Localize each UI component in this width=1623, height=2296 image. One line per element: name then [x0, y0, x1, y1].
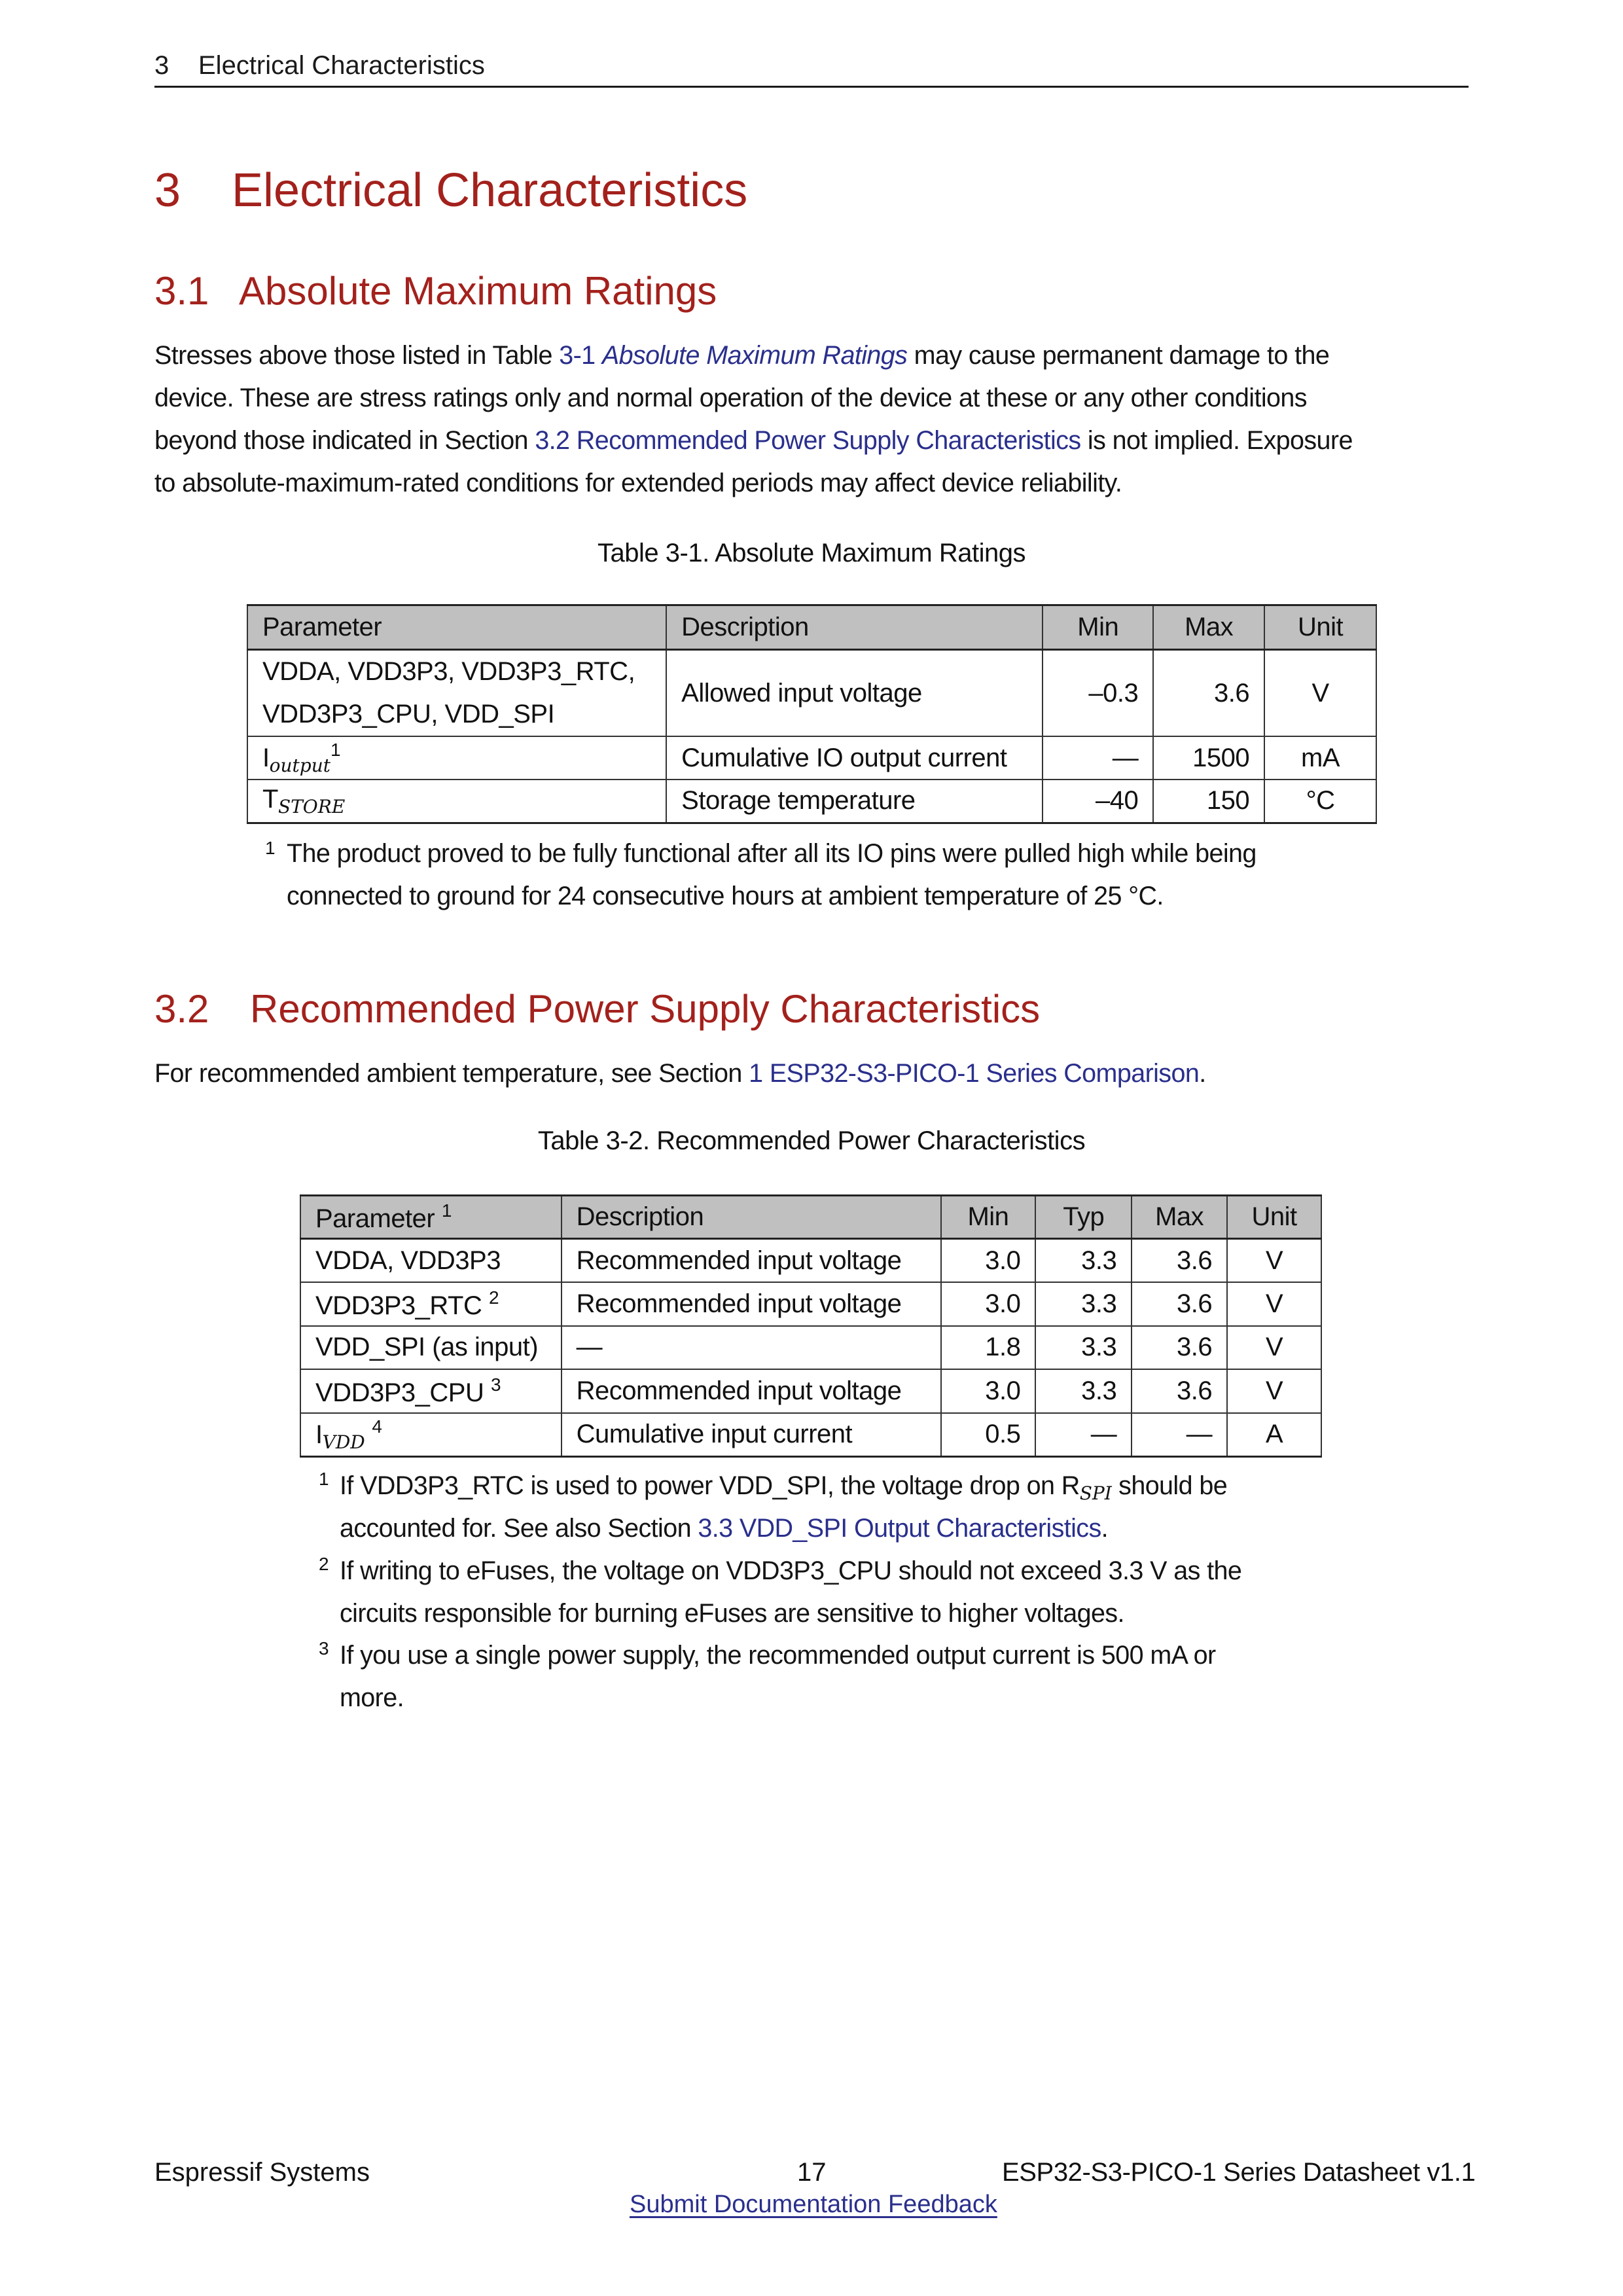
header-rule	[154, 86, 1469, 88]
cell-description: Cumulative input current	[562, 1413, 941, 1457]
footnote-3-line-1: If you use a single power supply, the recommended output current is 500 mA or	[340, 1641, 1216, 1670]
cell-max: 3.6	[1132, 1239, 1227, 1283]
table-3-2-caption: Table 3-2. Recommended Power Characteristics	[537, 1126, 1086, 1155]
text: Stresses above those listed in Table	[154, 341, 560, 370]
text: accounted for. See also Section	[340, 1514, 698, 1543]
cell-parameter	[247, 780, 666, 823]
cell-description: Recommended input voltage	[562, 1369, 941, 1413]
cell-max: 3.6	[1153, 650, 1264, 737]
footnote-2-line-2: circuits responsible for burning eFuses are sensitive to higher voltages.	[340, 1599, 1124, 1628]
paragraph-3-1-line-4: to absolute-maximum-rated conditions for extended periods may affect device reliability.	[154, 469, 1122, 497]
cell-min: 0.5	[941, 1413, 1036, 1457]
series-comparison-link[interactable]: 1 ESP32-S3-PICO-1 Series Comparison	[749, 1059, 1200, 1088]
param-subscript: STORE	[277, 795, 346, 817]
cell-parameter	[247, 736, 666, 780]
cell-max: 150	[1153, 780, 1264, 823]
table-3-1-caption: Table 3-1. Absolute Maximum Ratings	[597, 539, 1026, 567]
cell-unit: V	[1227, 1282, 1321, 1326]
cell-unit: V	[1227, 1239, 1321, 1283]
footnote-3-line-2: more.	[340, 1683, 404, 1712]
header-min: Min	[1043, 605, 1153, 650]
footnote-mark: 3	[319, 1638, 329, 1659]
footnote-ref: 4	[372, 1416, 382, 1437]
text: beyond those indicated in Section	[154, 426, 535, 455]
cell-min: –40	[1043, 780, 1153, 823]
cell-unit: mA	[1264, 736, 1376, 780]
param: VDD3P3_RTC	[315, 1291, 482, 1320]
paragraph-3-2	[154, 1059, 1206, 1088]
footnote-2-line-1: If writing to eFuses, the voltage on VDD3P3_CPU should not exceed 3.3 V as the	[340, 1556, 1242, 1585]
section-3-2-heading	[154, 986, 1040, 1031]
section-3-1-number: 3.1	[154, 269, 209, 313]
cell-typ: 3.3	[1035, 1369, 1132, 1413]
table-row	[247, 736, 1376, 780]
link-number: 3-1	[559, 341, 602, 370]
text: .	[1101, 1514, 1108, 1543]
cell-min: –0.3	[1043, 650, 1153, 737]
header-label: Parameter	[315, 1204, 435, 1233]
cell-unit: V	[1227, 1326, 1321, 1370]
paragraph-3-1-line-3	[154, 426, 1353, 456]
text: should be	[1111, 1471, 1228, 1500]
header-typ: Typ	[1035, 1196, 1132, 1239]
table-row	[247, 650, 1376, 737]
cell-description: Storage temperature	[666, 780, 1043, 823]
cell-parameter	[300, 1239, 562, 1283]
table-row	[247, 780, 1376, 823]
cell-unit: °C	[1264, 780, 1376, 823]
footer-document-title: ESP32-S3-PICO-1 Series Datasheet v1.1	[1002, 2158, 1476, 2187]
header-max: Max	[1132, 1196, 1227, 1239]
cell-description: Cumulative IO output current	[666, 736, 1043, 780]
cell-parameter	[300, 1369, 562, 1413]
footnote-ref: 3	[490, 1374, 501, 1395]
cell-parameter	[300, 1326, 562, 1370]
cell-max: 3.6	[1132, 1282, 1227, 1326]
footer-company: Espressif Systems	[154, 2158, 370, 2187]
table-3-1-link[interactable]	[559, 341, 907, 370]
footnote-1-line-1	[340, 1471, 1227, 1504]
paragraph-3-1-line-1	[154, 341, 1329, 370]
text: .	[1199, 1059, 1206, 1088]
header-max: Max	[1153, 605, 1264, 650]
table-row	[300, 1369, 1321, 1413]
header-unit: Unit	[1264, 605, 1376, 650]
chapter-title-text: Electrical Characteristics	[232, 164, 748, 217]
footnote-mark: 2	[319, 1554, 329, 1574]
header-description: Description	[666, 605, 1043, 650]
section-3-2-link[interactable]: 3.2 Recommended Power Supply Characteristics	[535, 426, 1081, 455]
cell-unit: V	[1227, 1369, 1321, 1413]
cell-description: Recommended input voltage	[562, 1239, 941, 1283]
param-line: VDDA, VDD3P3, VDD3P3_RTC,	[262, 657, 635, 686]
param-subscript: output	[269, 755, 330, 776]
chapter-number: 3	[154, 164, 181, 217]
text: is not implied. Exposure	[1080, 426, 1353, 455]
footnote-ref: 2	[488, 1287, 499, 1308]
cell-max: 3.6	[1132, 1326, 1227, 1370]
section-3-1-heading	[154, 268, 717, 314]
cell-description: Allowed input voltage	[666, 650, 1043, 737]
table-row	[300, 1239, 1321, 1283]
footnote-ref: 1	[330, 740, 341, 760]
chapter-title	[154, 164, 747, 217]
cell-max: —	[1132, 1413, 1227, 1457]
cell-unit: V	[1264, 650, 1376, 737]
cell-parameter	[300, 1413, 562, 1457]
table-3-1	[247, 604, 1377, 824]
section-3-1-title: Absolute Maximum Ratings	[239, 269, 717, 313]
header-parameter: Parameter	[247, 605, 666, 650]
cell-typ: —	[1035, 1413, 1132, 1457]
running-header	[154, 51, 485, 81]
vdd-spi-output-link[interactable]: 3.3 VDD_SPI Output Characteristics	[698, 1514, 1101, 1543]
header-unit: Unit	[1227, 1196, 1321, 1239]
footnote-mark: 1	[265, 838, 276, 858]
header-min: Min	[941, 1196, 1036, 1239]
cell-min: 1.8	[941, 1326, 1036, 1370]
table-row	[300, 1282, 1321, 1326]
paragraph-3-1-line-2: device. These are stress ratings only and normal operation of the device at these or any other conditions	[154, 384, 1307, 412]
section-3-2-title: Recommended Power Supply Characteristics	[250, 987, 1041, 1031]
footnote-1-line-2: connected to ground for 24 consecutive hours at ambient temperature of 25 °C.	[287, 882, 1164, 910]
text: may cause permanent damage to the	[907, 341, 1330, 370]
footer-page-number: 17	[797, 2158, 827, 2187]
cell-typ: 3.3	[1035, 1239, 1132, 1283]
cell-min: —	[1043, 736, 1153, 780]
table-row	[300, 1326, 1321, 1370]
param-base: I	[315, 1420, 323, 1449]
cell-min: 3.0	[941, 1282, 1036, 1326]
cell-unit: A	[1227, 1413, 1321, 1457]
table-3-2	[300, 1194, 1322, 1458]
footnote-ref: 1	[441, 1200, 452, 1221]
table-header-row	[247, 605, 1376, 650]
param: VDDA, VDD3P3	[315, 1246, 501, 1275]
param-base: I	[262, 744, 270, 772]
submit-feedback-link[interactable]: Submit Documentation Feedback	[630, 2191, 997, 2218]
running-header-title: Electrical Characteristics	[198, 51, 485, 80]
param-line: VDD3P3_CPU, VDD_SPI	[262, 700, 555, 728]
footnote-1-line-1: The product proved to be fully functional after all its IO pins were pulled high while being	[287, 839, 1257, 868]
header-description: Description	[562, 1196, 941, 1239]
cell-typ: 3.3	[1035, 1282, 1132, 1326]
param-subscript: VDD	[322, 1431, 365, 1453]
cell-parameter	[247, 650, 666, 737]
param: VDD_SPI (as input)	[315, 1333, 539, 1362]
cell-max: 1500	[1153, 736, 1264, 780]
text: For recommended ambient temperature, see Section	[154, 1059, 749, 1088]
footnote-mark: 1	[319, 1469, 329, 1489]
cell-parameter	[300, 1282, 562, 1326]
running-header-number: 3	[154, 51, 169, 80]
table-header-row	[300, 1196, 1321, 1239]
table-row	[300, 1413, 1321, 1457]
cell-description: —	[562, 1326, 941, 1370]
text: If VDD3P3_RTC is used to power VDD_SPI, the voltage drop on R	[340, 1471, 1080, 1500]
header-parameter	[300, 1196, 562, 1239]
subscript: SPI	[1079, 1482, 1112, 1504]
footnote-1-line-2	[340, 1514, 1108, 1543]
cell-min: 3.0	[941, 1369, 1036, 1413]
link-title: Absolute Maximum Ratings	[601, 341, 908, 370]
cell-min: 3.0	[941, 1239, 1036, 1283]
cell-description: Recommended input voltage	[562, 1282, 941, 1326]
param: VDD3P3_CPU	[315, 1378, 484, 1407]
section-3-2-number: 3.2	[154, 987, 209, 1031]
param-base: T	[262, 784, 278, 814]
cell-max: 3.6	[1132, 1369, 1227, 1413]
cell-typ: 3.3	[1035, 1326, 1132, 1370]
